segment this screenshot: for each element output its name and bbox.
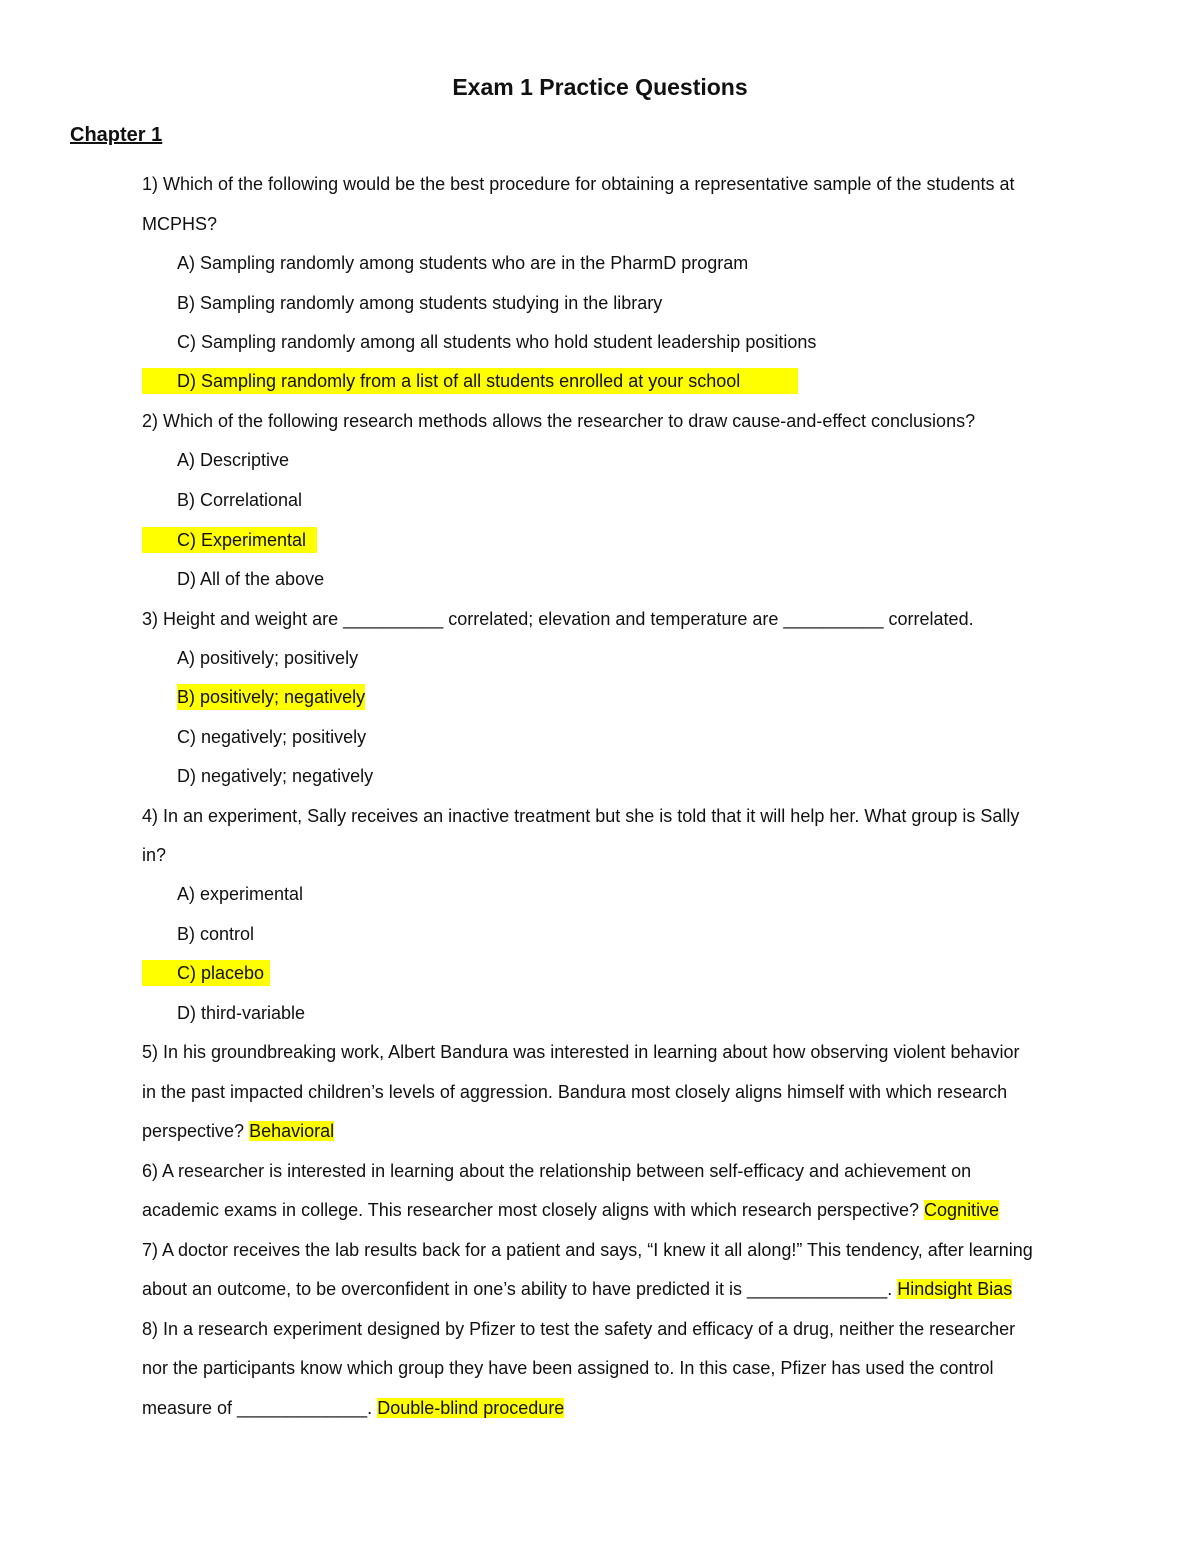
question-5-answer: Behavioral (249, 1121, 335, 1141)
question-3-option-d: D) negatively; negatively (177, 766, 374, 786)
question-8-answer: Double-blind procedure (377, 1398, 565, 1418)
question-3-option-b-correct: B) positively; negatively (177, 684, 365, 710)
question-8-text-end (142, 1395, 564, 1421)
question-2-option-a: A) Descriptive (177, 450, 290, 470)
question-1-option-a: A) Sampling randomly among students who are in the PharmD program (177, 253, 749, 273)
question-1-option-d-correct: D) Sampling randomly from a list of all students enrolled at your school (177, 371, 741, 391)
question-2-text: 2) Which of the following research methods allows the researcher to draw cause-and-effect conclusions? (142, 411, 976, 431)
question-2-option-c-correct: C) Experimental (177, 530, 307, 550)
chapter-heading: Chapter 1 (70, 124, 163, 146)
question-7-answer: Hindsight Bias (897, 1279, 1013, 1299)
question-1-text-cont: MCPHS? (142, 214, 218, 234)
question-1-option-b: B) Sampling randomly among students studying in the library (177, 293, 663, 313)
question-4-option-a: A) experimental (177, 884, 304, 904)
question-6-text: 6) A researcher is interested in learning about the relationship between self-efficacy and achievement on (142, 1161, 972, 1181)
question-3-option-a: A) positively; positively (177, 648, 359, 668)
question-6-answer: Cognitive (924, 1200, 1000, 1220)
question-7-text-end (142, 1276, 1012, 1302)
question-3-text: 3) Height and weight are __________ correlated; elevation and temperature are __________ correlated. (142, 609, 974, 629)
question-7-text-last: about an outcome, to be overconfident in one’s ability to have predicted it is ______________. (142, 1279, 893, 1299)
question-4-text: 4) In an experiment, Sally receives an inactive treatment but she is told that it will help her. What group is Sally (142, 806, 1020, 826)
question-3-option-c: C) negatively; positively (177, 727, 367, 747)
question-8-text: 8) In a research experiment designed by Pfizer to test the safety and efficacy of a drug, neither the researcher (142, 1319, 1016, 1339)
question-1-option-c: C) Sampling randomly among all students who hold student leadership positions (177, 332, 817, 352)
question-8-text-last: measure of _____________. (142, 1398, 373, 1418)
question-7-text: 7) A doctor receives the lab results back for a patient and says, “I knew it all along!” This tendency, after learning (142, 1240, 1033, 1260)
question-5-text-last: perspective? (142, 1121, 245, 1141)
question-2-option-d: D) All of the above (177, 569, 325, 589)
page-title: Exam 1 Practice Questions (452, 74, 748, 100)
question-5-text-end (142, 1118, 334, 1144)
question-5-text: 5) In his groundbreaking work, Albert Bandura was interested in learning about how observing violent behavior (142, 1042, 1020, 1062)
question-4-option-b: B) control (177, 924, 255, 944)
question-8-text-cont: nor the participants know which group they have been assigned to. In this case, Pfizer has used the control (142, 1358, 994, 1378)
question-4-text-cont: in? (142, 845, 167, 865)
question-4-option-c-correct: C) placebo (177, 963, 265, 983)
question-5-text-cont: in the past impacted children’s levels of aggression. Bandura most closely aligns himself with which research (142, 1082, 1008, 1102)
question-6-text-last: academic exams in college. This researcher most closely aligns with which research perspective? (142, 1200, 920, 1220)
question-2-option-b: B) Correlational (177, 490, 303, 510)
question-1-text: 1) Which of the following would be the best procedure for obtaining a representative sample of the students at (142, 174, 1015, 194)
question-4-option-d: D) third-variable (177, 1003, 306, 1023)
question-6-text-end (142, 1197, 999, 1223)
